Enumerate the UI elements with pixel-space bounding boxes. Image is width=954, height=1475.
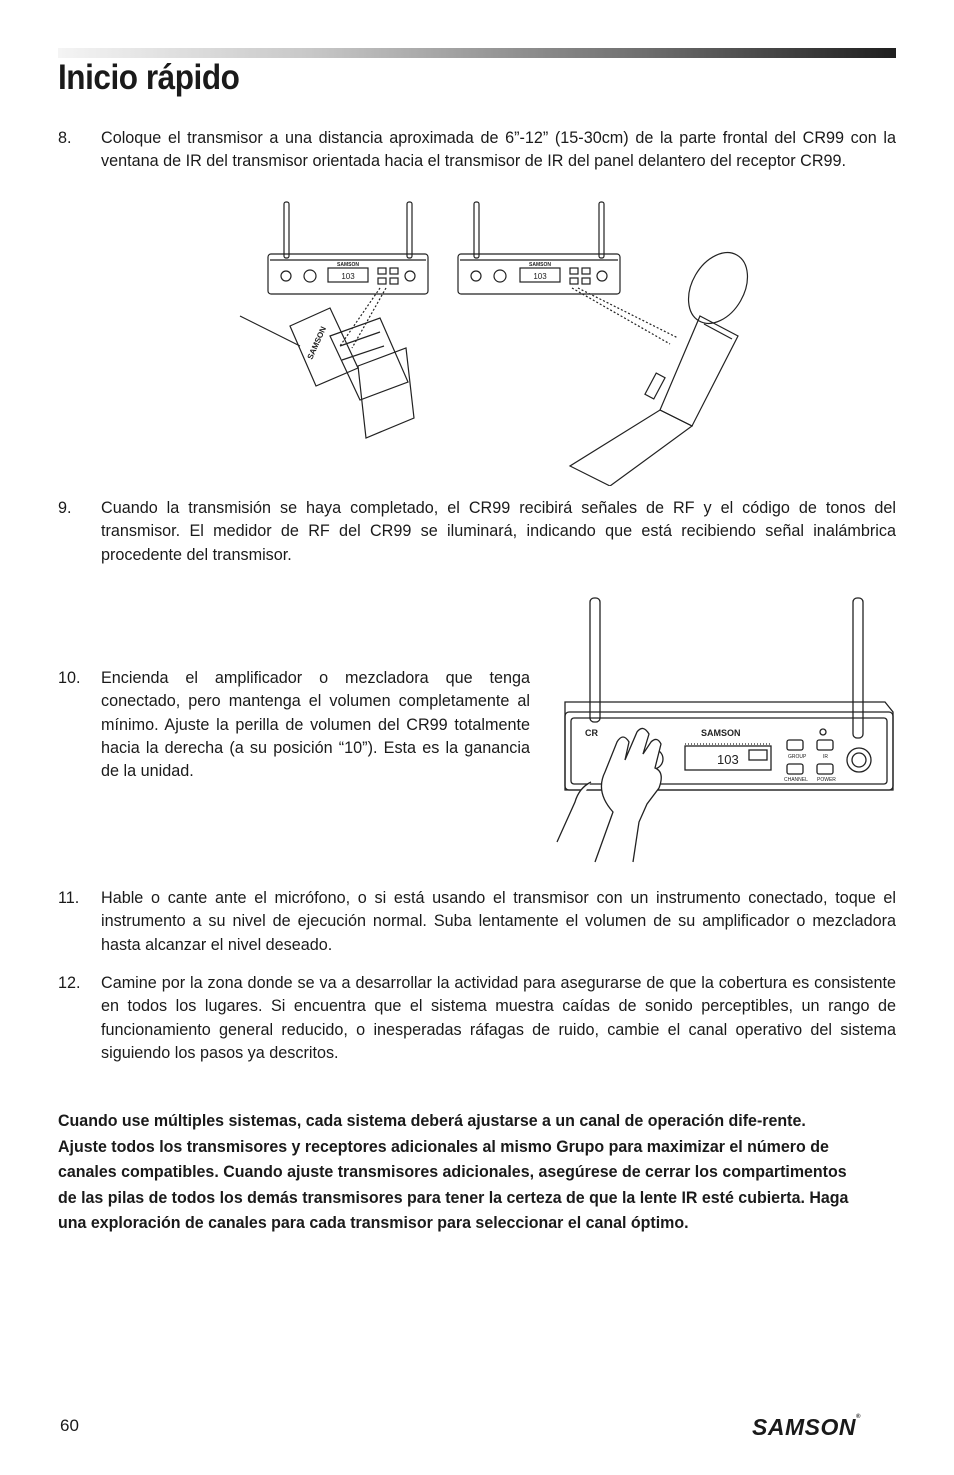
handheld-microphone [570,242,750,486]
step-text: Coloque el transmisor a una distancia aproximada de 6”-12” (15-30cm) de la parte frontal del CR99 con la ventana de IR del transmisor orientada hacia el transmisor de IR del panel delantero del receptor CR99. [101,129,896,171]
receiver-brand: SAMSON [701,728,741,738]
step-text: Hable o cante ante el micrófono, o si está usando el transmisor con un instrumento conectado, toque el instrumento a su nivel de ejecución normal. Suba lentamente el volumen de su amplificador o mezcladora hasta alcanzar el nivel deseado. [101,889,896,954]
brand-logo: SAMSON® [752,1414,861,1440]
step-text: Encienda el amplificador o mezcladora que tenga conectado, pero mantenga el volumen completamente al mínimo. Ajuste la perilla de volumen del CR99 totalmente hacia la derecha (a su posición “10”). Esta es la ganancia de la unidad. [101,669,530,781]
step-number: 10. [58,669,81,687]
hand-icon [557,728,661,862]
bodypack-transmitter [240,308,414,438]
step-10 [58,667,530,787]
svg-text:CR: CR [585,728,598,738]
page-title: Inicio rápido [58,58,240,97]
receiver-display: 103 [717,752,739,767]
label-ir: IR [823,754,828,760]
receiver-display: 103 [341,272,355,281]
step-8 [58,127,896,199]
receiver-unit-2 [458,202,620,294]
step-number: 12. [58,974,81,992]
step-9 [58,497,896,569]
figure-ir-sync-transmitters [230,196,750,486]
receiver-brand: SAMSON [529,262,551,268]
brand-logo-text: SAMSON [752,1414,856,1440]
receiver-unit-1 [268,202,428,294]
figure-volume-knob-adjust [555,592,900,870]
step-text: Cuando la transmisión se haya completado, el CR99 recibirá señales de RF y el código de tonos del transmisor. El medidor de RF del CR99 se iluminará, indicando que está recibiendo señal inalámbrica procedente del transmisor. [101,499,896,564]
page-number: 60 [60,1416,79,1435]
step-12 [58,972,896,1068]
step-number: 9. [58,499,72,517]
step-number: 8. [58,129,72,147]
multi-system-note: Cuando use múltiples sistemas, cada sistema deberá ajustarse a un canal de operación dife-rente. Ajuste todos los transmisores y receptores adicionales al mismo Grupo para maximizar el número de canales compatibles. Cuando ajuste transmisores adicionales, asegúrese de cerrar los compartimentos de las pilas de todos los demás transmisores para tener la certeza de que la lente IR esté cubierta. Haga una exploración de canales para cada transmisor para seleccionar el canal óptimo. [58,1111,849,1232]
receiver-display: 103 [533,272,547,281]
step-11 [58,887,896,959]
step-number: 11. [58,889,80,907]
svg-text:SAMSON: SAMSON [305,325,329,361]
step-text: Camine por la zona donde se va a desarrollar la actividad para asegurarse de que la cobertura es consistente en todos los lugares. Si encuentra que el sistema muestra caídas de sonido perceptibles, un rango de funcionamiento general reducido, o inesperadas ráfagas de ruido, cambie el canal operativo del sistema siguiendo los pasos ya descritos. [101,974,896,1062]
label-group: GROUP [788,754,807,760]
label-power: POWER [817,777,836,783]
header-gradient-bar [58,48,896,58]
label-channel: CHANNEL [784,777,808,783]
receiver-brand: SAMSON [337,262,359,268]
